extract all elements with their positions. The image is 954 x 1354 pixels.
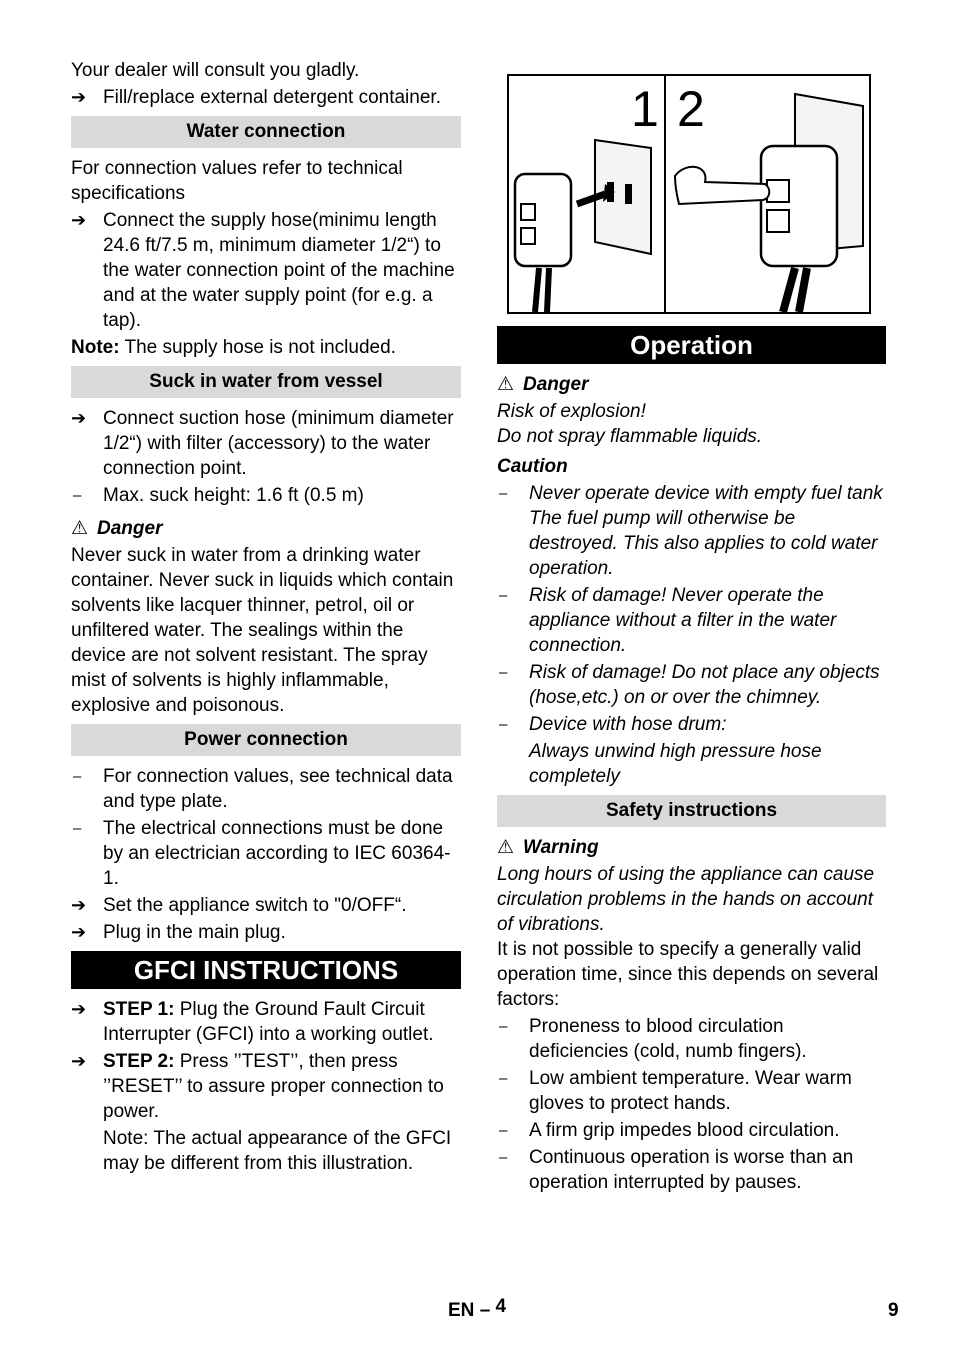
section-heading-operation: Operation: [497, 326, 886, 364]
paragraph: For connection values refer to technical specifications: [71, 158, 403, 204]
gfci-button: [521, 228, 535, 244]
arrow-icon: ➔: [71, 895, 87, 915]
gfci-illustration: [507, 74, 871, 314]
list-item: – Never operate device with empty fuel tank The fuel pump will otherwise be destroyed. This also applies to cold water operation.: [499, 483, 883, 579]
footer-page-label: EN – 4: [448, 1296, 507, 1321]
reset-button: [767, 210, 789, 232]
paragraph: Do not spray flammable liquids.: [497, 426, 763, 447]
warning-triangle-icon: ⚠: [71, 518, 89, 539]
list-item: ➔ Plug in the main plug.: [71, 922, 286, 943]
test-button: [767, 180, 789, 202]
paragraph: Never suck in water from a drinking water container. Never suck in liquids which contain solvents like lacquer thinner, petrol, oil or unfiltered water. The sealings within the device are not solvent resistant. The spray mist of solvents is highly inflammable, explosive and poisonous.: [71, 545, 454, 716]
list-item: – Risk of damage! Never operate the appliance without a filter in the water connection.: [499, 585, 837, 656]
paragraph: Always unwind high pressure hose completely: [529, 741, 822, 787]
dash-icon: –: [73, 487, 82, 504]
paragraph: Long hours of using the appliance can cause circulation problems in the hands on account of vibrations.: [497, 864, 875, 935]
dash-icon: –: [499, 485, 508, 502]
list-item: – Risk of damage! Do not place any objects (hose,etc.) on or over the chimney.: [499, 662, 880, 708]
section-heading-safety-instructions: Safety instructions: [497, 795, 886, 827]
page-number: 9: [888, 1300, 899, 1321]
arrow-icon: ➔: [71, 999, 87, 1019]
section-heading-gfci: GFCI INSTRUCTIONS: [71, 951, 461, 989]
list-item: – Low ambient temperature. Wear warm gloves to protect hands.: [499, 1068, 852, 1114]
list-item: ➔ Connect the supply hose(minimu length 24.6 ft/7.5 m, minimum diameter 1/2“) to the water connection point of the machine and at the water supply point (for e.g. a tap).: [71, 210, 455, 331]
danger-label: ⚠ Danger: [497, 374, 589, 395]
dash-icon: –: [73, 768, 82, 785]
dash-icon: –: [499, 1149, 508, 1166]
figure-label-1: 1: [631, 81, 659, 137]
warning-triangle-icon: ⚠: [497, 837, 515, 858]
outlet-slot: [625, 184, 632, 204]
note: Note: The actual appearance of the GFCI may be different from this illustration.: [103, 1128, 452, 1174]
paragraph: Risk of explosion!: [497, 401, 646, 422]
dash-icon: –: [499, 1122, 508, 1139]
power-cord: [783, 268, 807, 312]
dash-icon: –: [499, 1070, 508, 1087]
list-item: – Device with hose drum:: [499, 714, 727, 735]
list-item: ➔ STEP 2: Press ’’TEST’’, then press ’’RESET’’ to assure proper connection to power.: [71, 1051, 444, 1122]
list-item: – A firm grip impedes blood circulation.: [499, 1120, 840, 1141]
section-heading-power-connection: Power connection: [71, 724, 461, 756]
warning-label: ⚠ Warning: [497, 837, 599, 858]
gfci-plug: [761, 146, 837, 266]
right-column: [497, 58, 886, 1195]
list-item: – Proneness to blood circulation deficiencies (cold, numb fingers).: [499, 1016, 807, 1062]
paragraph: It is not possible to specify a generally valid operation time, since this depends on several factors:: [497, 939, 879, 1010]
list-item: ➔ Fill/replace external detergent container.: [71, 87, 441, 108]
power-cord: [535, 268, 549, 312]
gfci-button: [521, 204, 535, 220]
arrow-icon: ➔: [71, 210, 87, 230]
list-item: ➔ STEP 1: Plug the Ground Fault Circuit Interrupter (GFCI) into a working outlet.: [71, 999, 434, 1045]
arrow-icon: ➔: [71, 922, 87, 942]
list-item: – For connection values, see technical data and type plate.: [73, 766, 453, 812]
danger-label: ⚠ Danger: [71, 518, 163, 539]
arrow-icon: ➔: [71, 87, 87, 107]
arrow-icon: ➔: [71, 1051, 87, 1071]
dash-icon: –: [499, 587, 508, 604]
note: Note: The supply hose is not included.: [71, 337, 396, 358]
figure-label-2: 2: [677, 81, 705, 137]
arrow-icon: ➔: [71, 408, 87, 428]
left-column: [71, 58, 461, 1176]
warning-triangle-icon: ⚠: [497, 374, 515, 395]
list-item: – The electrical connections must be done by an electrician according to IEC 60364-1.: [73, 818, 451, 889]
caution-label: Caution: [497, 456, 568, 477]
list-item: – Continuous operation is worse than an operation interrupted by pauses.: [499, 1147, 854, 1193]
section-heading-suck-in-water: Suck in water from vessel: [71, 366, 461, 398]
dash-icon: –: [499, 716, 508, 733]
finger-icon: [675, 167, 769, 204]
intro-text: Your dealer will consult you gladly.: [71, 60, 360, 81]
dash-icon: –: [73, 820, 82, 837]
list-item: ➔ Set the appliance switch to "0/OFF“.: [71, 895, 407, 916]
list-item: ➔ Connect suction hose (minimum diameter 1/2“) with filter (accessory) to the water connection point.: [71, 408, 454, 479]
dash-icon: –: [499, 1018, 508, 1035]
gfci-illustration-svg: [509, 76, 869, 312]
list-item: – Max. suck height: 1.6 ft (0.5 m): [73, 485, 364, 506]
dash-icon: –: [499, 664, 508, 681]
section-heading-water-connection: Water connection: [71, 116, 461, 148]
